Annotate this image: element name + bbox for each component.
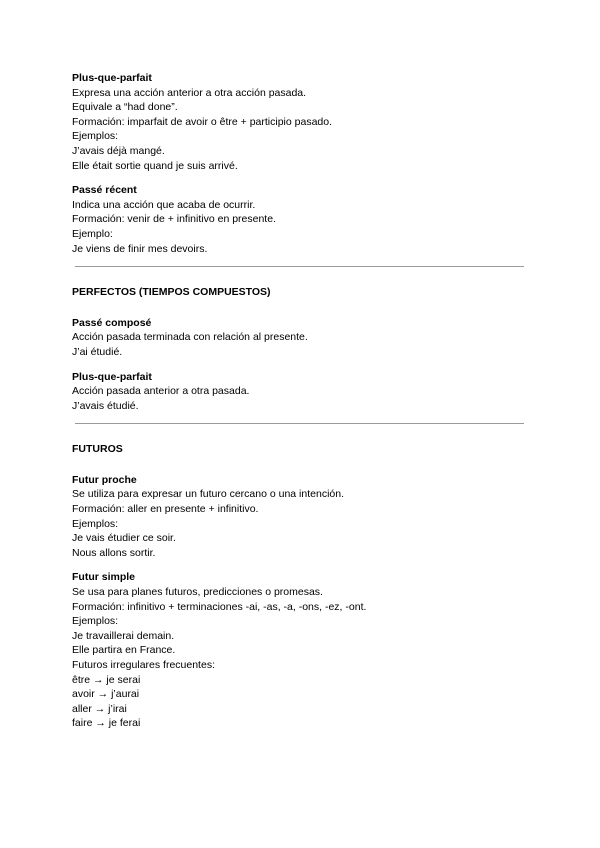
- text-line: être → je serai: [72, 673, 141, 686]
- text-line: Ejemplos:: [72, 130, 119, 143]
- futur-proche-block: [72, 473, 524, 561]
- text-line: Se utiliza para expresar un futuro cercano o una intención.: [72, 488, 345, 501]
- text-line: Acción pasada anterior a otra pasada.: [72, 385, 250, 398]
- block-title: Futur proche: [72, 473, 137, 486]
- text-line: J’avais étudié.: [72, 399, 139, 412]
- text-line: avoir → j’aurai: [72, 688, 140, 701]
- text-line: Ejemplo:: [72, 227, 113, 240]
- text-line: J’ai étudié.: [72, 345, 123, 358]
- text-line: Nous allons sortir.: [72, 546, 156, 559]
- block-title: Passé récent: [72, 184, 137, 197]
- plus-que-parfait-compose-block: [72, 370, 524, 414]
- section-divider: [75, 423, 524, 424]
- document-page: [72, 71, 524, 741]
- text-line: Ejemplos:: [72, 615, 119, 628]
- plus-que-parfait-block: [72, 71, 524, 173]
- section-title-futuros: FUTUROS: [72, 443, 123, 456]
- text-line: Formación: infinitivo + terminaciones -ai, -as, -a, -ons, -ez, -ont.: [72, 600, 367, 613]
- text-line: J’avais déjà mangé.: [72, 144, 165, 157]
- text-line: Equivale a “had done”.: [72, 101, 178, 114]
- text-line: Ejemplos:: [72, 517, 119, 530]
- text-line: Futuros irregulares frecuentes:: [72, 659, 215, 671]
- text-line: Formación: imparfait de avoir o être + participio pasado.: [72, 115, 333, 128]
- futur-simple-block: [72, 570, 524, 731]
- section-divider: [75, 266, 524, 267]
- text-line: Je vais étudier ce soir.: [72, 532, 176, 545]
- block-title: Plus-que-parfait: [72, 72, 152, 84]
- text-line: Expresa una acción anterior a otra acción pasada.: [72, 86, 307, 99]
- text-line: Elle partira en France.: [72, 644, 176, 657]
- text-line: faire → je ferai: [72, 717, 141, 730]
- block-title: Futur simple: [72, 571, 136, 584]
- block-title: Plus-que-parfait: [72, 370, 152, 383]
- text-line: Formación: venir de + infinitivo en presente.: [72, 213, 276, 226]
- passe-recent-block: [72, 183, 524, 256]
- text-line: Acción pasada terminada con relación al presente.: [72, 331, 308, 344]
- passe-compose-block: [72, 316, 524, 360]
- text-line: Je viens de finir mes devoirs.: [72, 242, 208, 255]
- section-title-perfectos: PERFECTOS (TIEMPOS COMPUESTOS): [72, 286, 271, 299]
- text-line: Elle était sortie quand je suis arrivé.: [72, 159, 238, 172]
- text-line: Se usa para planes futuros, predicciones o promesas.: [72, 586, 323, 599]
- text-line: Indica una acción que acaba de ocurrir.: [72, 198, 256, 211]
- text-line: Formación: aller en presente + infinitivo.: [72, 503, 259, 516]
- block-title: Passé composé: [72, 316, 152, 329]
- text-line: Je travaillerai demain.: [72, 629, 175, 642]
- text-line: aller → j’irai: [72, 702, 127, 715]
